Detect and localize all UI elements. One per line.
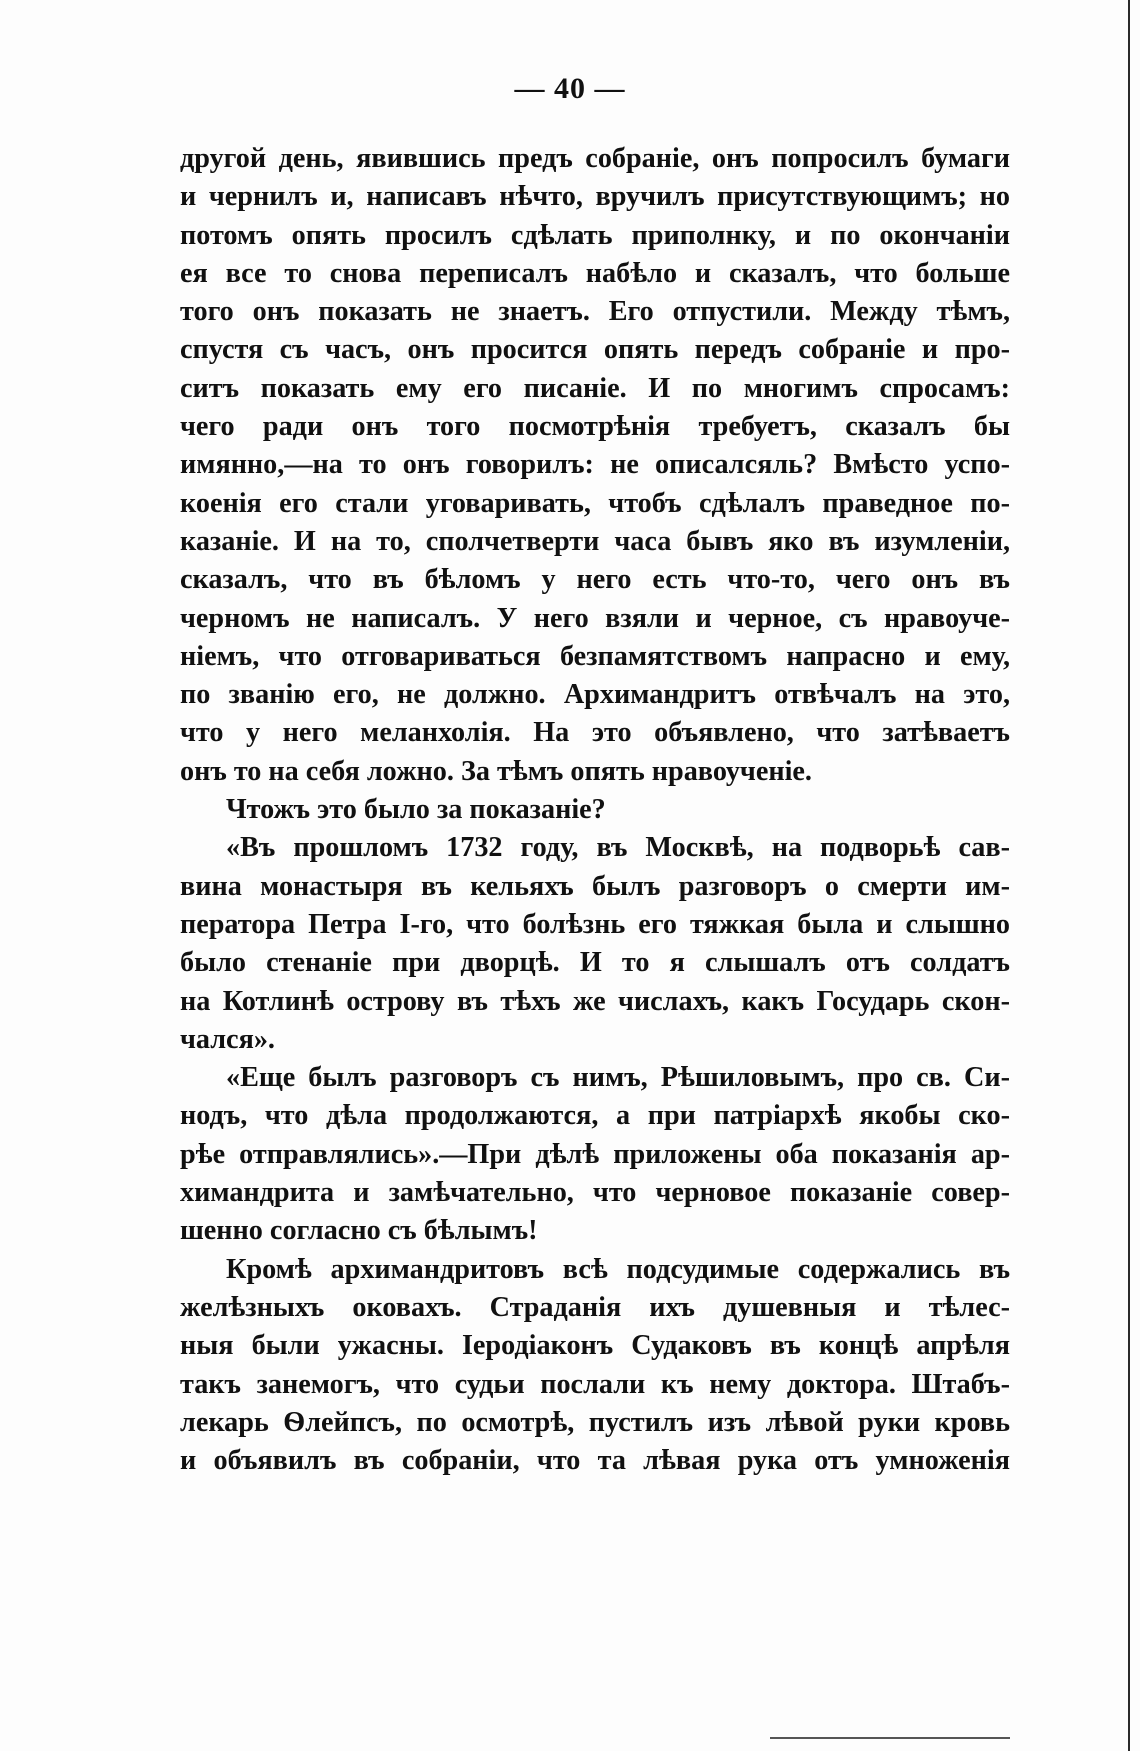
text-line: ея все то снова переписалъ набѣло и сказалъ, что больше [180, 257, 1010, 289]
text-line: ніемъ, что отговариваться безпамятствомъ напрасно и ему, [180, 640, 1010, 672]
text-line: онъ то на себя ложно. За тѣмъ опять нравоученіе. [180, 755, 812, 787]
page-number: — 40 — [514, 72, 626, 105]
text-line: химандрита и замѣчательно, что черновое показаніе совер- [180, 1177, 1010, 1209]
text-line: и чернилъ и, написавъ нѣчто, вручилъ присутствующимъ; но [180, 181, 1010, 213]
text-line: чался». [180, 1023, 275, 1055]
text-line: Чтожъ это было за показаніе? [226, 794, 606, 826]
text-line: вина монастыря въ кельяхъ былъ разговоръ о смерти им- [180, 870, 1010, 902]
text-line: желѣзныхъ оковахъ. Страданія ихъ душевныя и тѣлес- [180, 1291, 1010, 1323]
text-line: казаніе. И на то, сполчетверти часа бывъ яко въ изумленіи, [180, 525, 1010, 557]
text-line: имянно,—на то онъ говорилъ: не описалсяль? Вмѣсто успо- [180, 449, 1010, 481]
text-line: спустя съ часъ, онъ просится опять передъ собраніе и про- [180, 334, 1010, 366]
scan-artifact-line [770, 1737, 1010, 1739]
text-line: рѣе отправлялись».—При дѣлѣ приложены оба показанія ар- [180, 1138, 1010, 1170]
text-line: что у него меланхолія. На это объявлено, что затѣваетъ [180, 717, 1010, 749]
text-line: по званію его, не должно. Архимандритъ отвѣчалъ на это, [180, 679, 1010, 711]
text-line: было стенаніе при дворцѣ. И то я слышалъ отъ солдатъ [180, 947, 1010, 979]
text-line: того онъ показать не знаетъ. Его отпустили. Между тѣмъ, [180, 296, 1010, 328]
page-edge-line [1128, 0, 1130, 1751]
body-text [180, 140, 1010, 1480]
text-line: на Котлинѣ острову въ тѣхъ же числахъ, какъ Государь скон- [180, 985, 1010, 1017]
text-line: лекарь Ѳлейпсъ, по осмотрѣ, пустилъ изъ лѣвой руки кровь [180, 1406, 1010, 1438]
text-line: ныя были ужасны. Іеродіаконъ Судаковъ въ концѣ апрѣля [180, 1330, 1010, 1362]
text-line: ситъ показать ему его писаніе. И по многимъ спросамъ: [180, 372, 1010, 404]
text-line: потомъ опять просилъ сдѣлать приполнку, и по окончаніи [180, 219, 1010, 251]
text-line: «Еще былъ разговоръ съ нимъ, Рѣшиловымъ, про св. Си- [226, 1062, 1010, 1094]
text-line: нодъ, что дѣла продолжаются, а при патріархѣ якобы ско- [180, 1100, 1010, 1132]
text-line: чего ради онъ того посмотрѣнія требуетъ, сказалъ бы [180, 411, 1010, 443]
text-line: другой день, явившись предъ собраніе, онъ попросилъ бумаги [180, 143, 1010, 174]
text-line: сказалъ, что въ бѣломъ у него есть что-то, чего онъ въ [180, 564, 1010, 596]
text-line: Кромѣ архимандритовъ всѣ подсудимые содержались въ [226, 1253, 1010, 1285]
text-line: и объявилъ въ собраніи, что та лѣвая рука отъ умноженія [180, 1445, 1010, 1477]
text-line: «Въ прошломъ 1732 году, въ Москвѣ, на подворьѣ сав- [226, 832, 1010, 864]
text-line: коенія его стали уговаривать, чтобъ сдѣлалъ праведное по- [180, 487, 1010, 519]
text-line: черномъ не написалъ. У него взяли и черное, съ нравоуче- [180, 602, 1010, 634]
text-line: ператора Петра I-го, что болѣзнь его тяжкая была и слышно [180, 908, 1010, 940]
text-line: шенно согласно съ бѣлымъ! [180, 1215, 538, 1247]
text-line: такъ занемогъ, что судьи послали къ нему доктора. Штабъ- [180, 1368, 1010, 1400]
